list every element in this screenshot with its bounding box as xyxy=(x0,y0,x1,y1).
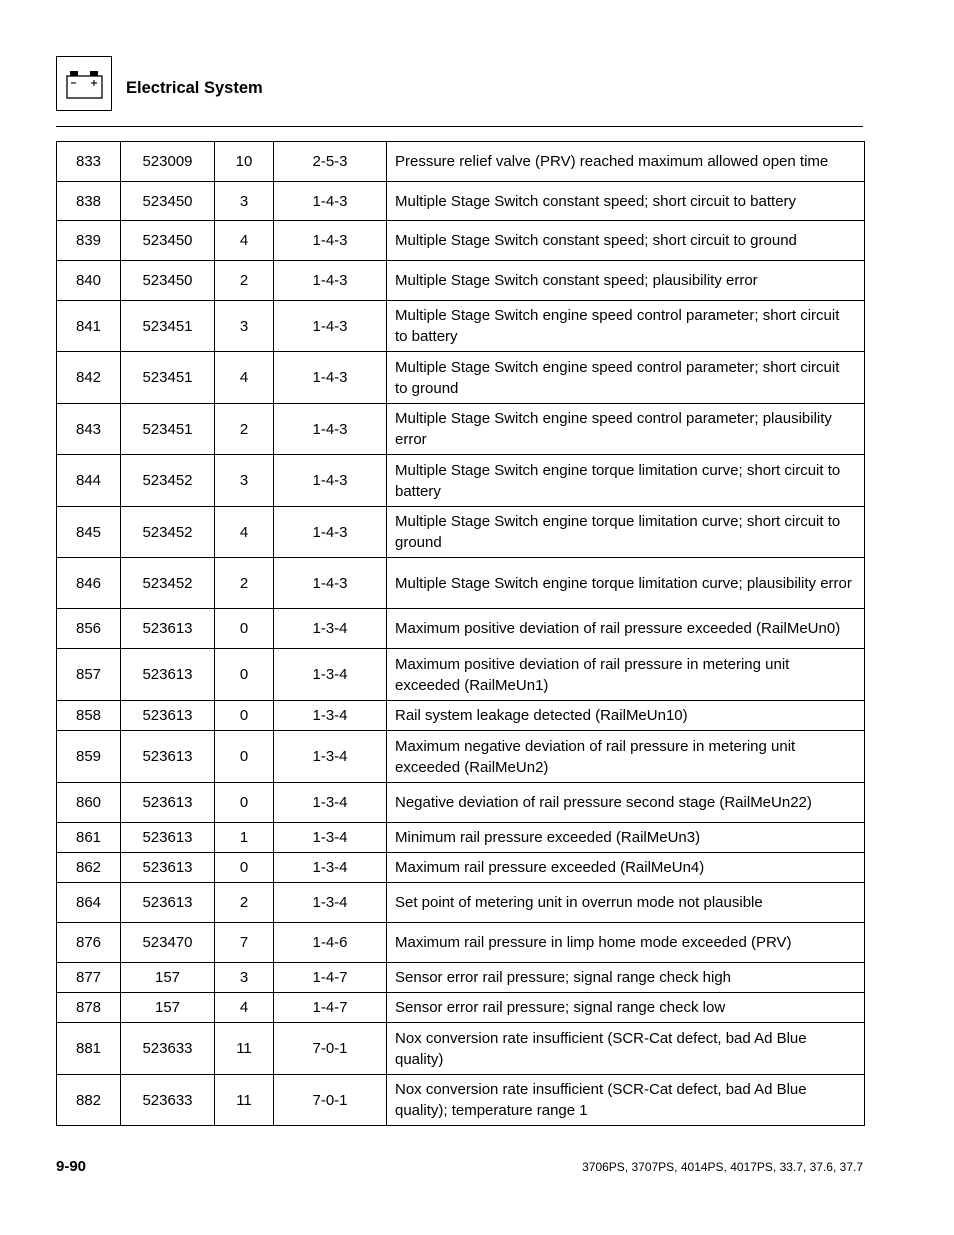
description-cell: Multiple Stage Switch constant speed; short circuit to ground xyxy=(387,221,865,261)
fmi-cell: 4 xyxy=(215,993,274,1023)
spn-cell: 523451 xyxy=(121,301,215,352)
table-row xyxy=(57,301,865,352)
flash-code-cell: 1-4-3 xyxy=(274,182,387,221)
table-row xyxy=(57,142,865,182)
fmi-cell: 2 xyxy=(215,404,274,455)
description-cell: Maximum rail pressure in limp home mode exceeded (PRV) xyxy=(387,923,865,963)
flash-code-cell: 7-0-1 xyxy=(274,1023,387,1075)
spn-cell: 523450 xyxy=(121,182,215,221)
spn-cell: 523613 xyxy=(121,731,215,783)
fmi-cell: 3 xyxy=(215,301,274,352)
fmi-cell: 0 xyxy=(215,649,274,701)
flash-code-cell: 1-3-4 xyxy=(274,701,387,731)
fault-code-rows xyxy=(57,142,865,1126)
code-cell: 878 xyxy=(57,993,121,1023)
flash-code-cell: 1-3-4 xyxy=(274,649,387,701)
fmi-cell: 11 xyxy=(215,1023,274,1075)
flash-code-cell: 1-4-3 xyxy=(274,404,387,455)
code-cell: 877 xyxy=(57,963,121,993)
table-row xyxy=(57,221,865,261)
spn-cell: 157 xyxy=(121,963,215,993)
fmi-cell: 3 xyxy=(215,963,274,993)
code-cell: 842 xyxy=(57,352,121,404)
table-row xyxy=(57,455,865,507)
table-row xyxy=(57,404,865,455)
code-cell: 840 xyxy=(57,261,121,301)
table-row xyxy=(57,783,865,823)
fmi-cell: 10 xyxy=(215,142,274,182)
fmi-cell: 2 xyxy=(215,558,274,609)
page-number: 9-90 xyxy=(56,1158,87,1175)
fmi-cell: 11 xyxy=(215,1075,274,1126)
fmi-cell: 4 xyxy=(215,507,274,558)
spn-cell: 523451 xyxy=(121,404,215,455)
fmi-cell: 0 xyxy=(215,609,274,649)
fmi-cell: 0 xyxy=(215,783,274,823)
fmi-cell: 2 xyxy=(215,883,274,923)
table-row xyxy=(57,261,865,301)
flash-code-cell: 1-4-3 xyxy=(274,261,387,301)
code-cell: 844 xyxy=(57,455,121,507)
fault-code-table xyxy=(56,141,865,1126)
table-row xyxy=(57,731,865,783)
description-cell: Minimum rail pressure exceeded (RailMeUn3) xyxy=(387,823,865,853)
table-row xyxy=(57,993,865,1023)
flash-code-cell: 2-5-3 xyxy=(274,142,387,182)
code-cell: 861 xyxy=(57,823,121,853)
table-row xyxy=(57,823,865,853)
model-list: 3706PS, 3707PS, 4014PS, 4017PS, 33.7, 37.6, 37.7 xyxy=(582,1160,863,1174)
spn-cell: 523009 xyxy=(121,142,215,182)
flash-code-cell: 1-4-7 xyxy=(274,993,387,1023)
table-row xyxy=(57,923,865,963)
table-row xyxy=(57,853,865,883)
spn-cell: 523613 xyxy=(121,853,215,883)
flash-code-cell: 1-4-3 xyxy=(274,455,387,507)
flash-code-cell: 1-4-7 xyxy=(274,963,387,993)
flash-code-cell: 1-4-3 xyxy=(274,352,387,404)
description-cell: Multiple Stage Switch engine torque limitation curve; short circuit to battery xyxy=(387,455,865,507)
fmi-cell: 3 xyxy=(215,182,274,221)
spn-cell: 523450 xyxy=(121,221,215,261)
flash-code-cell: 1-3-4 xyxy=(274,883,387,923)
description-cell: Nox conversion rate insufficient (SCR-Cat defect, bad Ad Blue quality) xyxy=(387,1023,865,1075)
spn-cell: 523450 xyxy=(121,261,215,301)
flash-code-cell: 1-4-3 xyxy=(274,558,387,609)
flash-code-cell: 1-3-4 xyxy=(274,853,387,883)
spn-cell: 523633 xyxy=(121,1075,215,1126)
code-cell: 858 xyxy=(57,701,121,731)
spn-cell: 523452 xyxy=(121,558,215,609)
code-cell: 876 xyxy=(57,923,121,963)
description-cell: Multiple Stage Switch engine torque limitation curve; plausibility error xyxy=(387,558,865,609)
spn-cell: 523613 xyxy=(121,883,215,923)
spn-cell: 523613 xyxy=(121,823,215,853)
code-cell: 882 xyxy=(57,1075,121,1126)
battery-icon xyxy=(66,70,104,100)
spn-cell: 523452 xyxy=(121,507,215,558)
code-cell: 833 xyxy=(57,142,121,182)
spn-cell: 157 xyxy=(121,993,215,1023)
fmi-cell: 7 xyxy=(215,923,274,963)
flash-code-cell: 1-3-4 xyxy=(274,823,387,853)
code-cell: 860 xyxy=(57,783,121,823)
code-cell: 838 xyxy=(57,182,121,221)
description-cell: Maximum rail pressure exceeded (RailMeUn4) xyxy=(387,853,865,883)
fmi-cell: 0 xyxy=(215,701,274,731)
table-row xyxy=(57,352,865,404)
fmi-cell: 0 xyxy=(215,853,274,883)
fmi-cell: 4 xyxy=(215,221,274,261)
fmi-cell: 2 xyxy=(215,261,274,301)
description-cell: Set point of metering unit in overrun mode not plausible xyxy=(387,883,865,923)
code-cell: 841 xyxy=(57,301,121,352)
code-cell: 864 xyxy=(57,883,121,923)
description-cell: Maximum positive deviation of rail pressure in metering unit exceeded (RailMeUn1) xyxy=(387,649,865,701)
description-cell: Pressure relief valve (PRV) reached maximum allowed open time xyxy=(387,142,865,182)
flash-code-cell: 7-0-1 xyxy=(274,1075,387,1126)
table-row xyxy=(57,558,865,609)
code-cell: 859 xyxy=(57,731,121,783)
flash-code-cell: 1-4-3 xyxy=(274,301,387,352)
spn-cell: 523613 xyxy=(121,609,215,649)
spn-cell: 523613 xyxy=(121,701,215,731)
spn-cell: 523452 xyxy=(121,455,215,507)
table-row xyxy=(57,507,865,558)
spn-cell: 523633 xyxy=(121,1023,215,1075)
description-cell: Nox conversion rate insufficient (SCR-Cat defect, bad Ad Blue quality); temperature range 1 xyxy=(387,1075,865,1126)
table-row xyxy=(57,963,865,993)
description-cell: Multiple Stage Switch engine speed control parameter; plausibility error xyxy=(387,404,865,455)
code-cell: 839 xyxy=(57,221,121,261)
table-row xyxy=(57,883,865,923)
fmi-cell: 3 xyxy=(215,455,274,507)
code-cell: 881 xyxy=(57,1023,121,1075)
description-cell: Sensor error rail pressure; signal range check low xyxy=(387,993,865,1023)
flash-code-cell: 1-3-4 xyxy=(274,731,387,783)
table-row xyxy=(57,649,865,701)
code-cell: 856 xyxy=(57,609,121,649)
section-title: Electrical System xyxy=(126,79,263,97)
description-cell: Sensor error rail pressure; signal range check high xyxy=(387,963,865,993)
description-cell: Multiple Stage Switch engine speed control parameter; short circuit to battery xyxy=(387,301,865,352)
description-cell: Multiple Stage Switch constant speed; short circuit to battery xyxy=(387,182,865,221)
battery-icon-box xyxy=(56,56,112,111)
table-row xyxy=(57,1075,865,1126)
table-row xyxy=(57,701,865,731)
flash-code-cell: 1-3-4 xyxy=(274,609,387,649)
code-cell: 857 xyxy=(57,649,121,701)
fmi-cell: 0 xyxy=(215,731,274,783)
flash-code-cell: 1-4-3 xyxy=(274,507,387,558)
description-cell: Rail system leakage detected (RailMeUn10) xyxy=(387,701,865,731)
description-cell: Maximum negative deviation of rail pressure in metering unit exceeded (RailMeUn2) xyxy=(387,731,865,783)
flash-code-cell: 1-3-4 xyxy=(274,783,387,823)
description-cell: Multiple Stage Switch engine torque limitation curve; short circuit to ground xyxy=(387,507,865,558)
table-row xyxy=(57,1023,865,1075)
header-divider xyxy=(56,126,863,127)
table-row xyxy=(57,609,865,649)
fmi-cell: 4 xyxy=(215,352,274,404)
spn-cell: 523613 xyxy=(121,649,215,701)
spn-cell: 523451 xyxy=(121,352,215,404)
spn-cell: 523470 xyxy=(121,923,215,963)
table-row xyxy=(57,182,865,221)
spn-cell: 523613 xyxy=(121,783,215,823)
flash-code-cell: 1-4-6 xyxy=(274,923,387,963)
code-cell: 843 xyxy=(57,404,121,455)
flash-code-cell: 1-4-3 xyxy=(274,221,387,261)
code-cell: 846 xyxy=(57,558,121,609)
description-cell: Multiple Stage Switch constant speed; plausibility error xyxy=(387,261,865,301)
fmi-cell: 1 xyxy=(215,823,274,853)
description-cell: Multiple Stage Switch engine speed control parameter; short circuit to ground xyxy=(387,352,865,404)
code-cell: 845 xyxy=(57,507,121,558)
description-cell: Maximum positive deviation of rail pressure exceeded (RailMeUn0) xyxy=(387,609,865,649)
description-cell: Negative deviation of rail pressure second stage (RailMeUn22) xyxy=(387,783,865,823)
code-cell: 862 xyxy=(57,853,121,883)
